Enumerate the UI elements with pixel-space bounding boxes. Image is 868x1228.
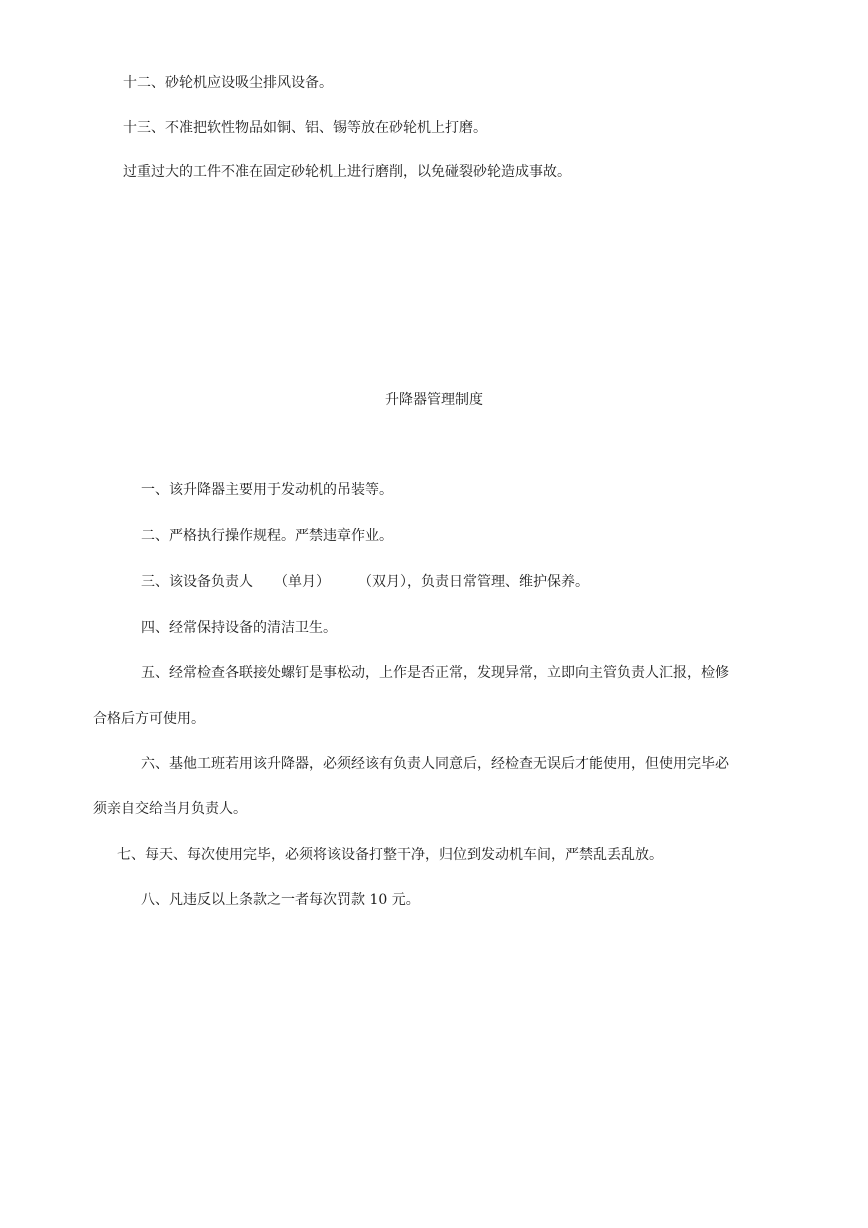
rule-13: 十三、不准把软性物品如铜、铝、锡等放在砂轮机上打磨。 (123, 120, 487, 136)
lift-rule-6-line2: 须亲自交给当月负责人。 (93, 801, 247, 817)
rule-heavy-workpiece: 过重过大的工件不准在固定砂轮机上进行磨削，以免碰裂砂轮造成事故。 (123, 164, 571, 180)
lift-rule-8: 八、凡违反以上条款之一者每次罚款 10 元。 (141, 892, 420, 908)
lift-rule-7: 七、每天、每次使用完毕，必须将该设备打整干净，归位到发动机车间，严禁乱丢乱放。 (117, 847, 663, 863)
lift-rule-3: 三、该设备负责人 （单月） （双月），负责日常管理、维护保养。 (141, 574, 589, 590)
lift-rule-6-line1: 六、基他工班若用该升降器，必须经该有负责人同意后，经检查无误后才能使用，但使用完毕必 (141, 756, 729, 772)
section-title: 升降器管理制度 (385, 392, 483, 408)
lift-rule-2: 二、严格执行操作规程。严禁违章作业。 (141, 528, 393, 544)
lift-rule-5-line1: 五、经常检查各联接处螺钉是事松动，上作是否正常，发现异常，立即向主管负责人汇报，检修 (141, 665, 729, 681)
rule-12: 十二、砂轮机应设吸尘排风设备。 (123, 75, 333, 91)
lift-rule-1: 一、该升降器主要用于发动机的吊装等。 (141, 482, 393, 498)
lift-rule-5-line2: 合格后方可使用。 (93, 711, 205, 727)
lift-rule-4: 四、经常保持设备的清洁卫生。 (141, 620, 337, 636)
